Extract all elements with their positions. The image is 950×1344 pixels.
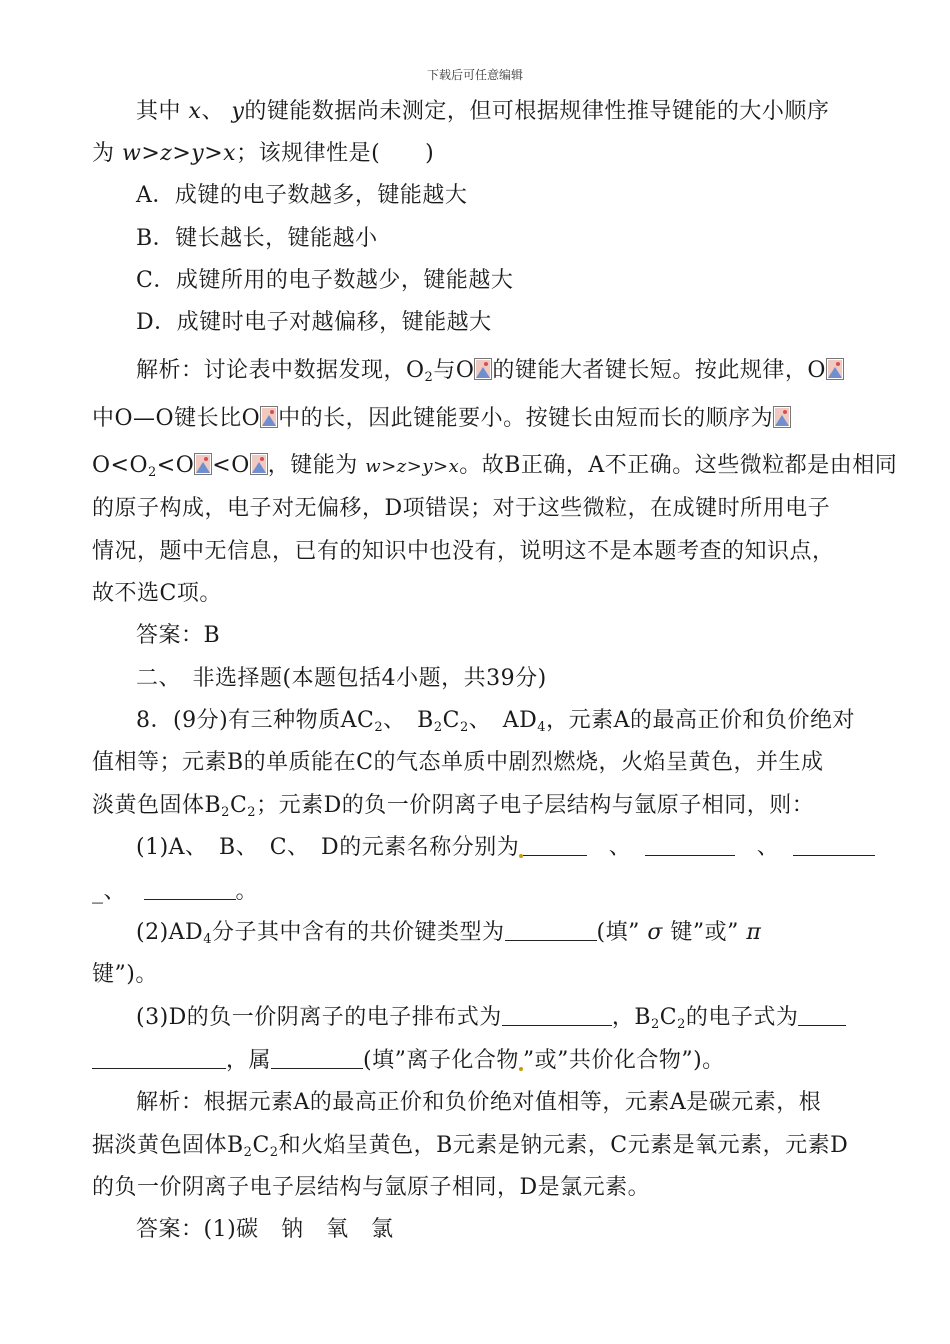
text: 据淡黄色固体B [92,1133,244,1158]
text: ，属 [226,1048,272,1073]
text: ；该规律性是( ) [236,141,435,166]
text: (填”离子化合物 [363,1048,519,1073]
broken-image-icon [194,453,212,475]
var-x: x [188,99,202,124]
text: 键”或” [670,920,739,945]
q7-line-2 [92,139,434,169]
text: 其中 [136,99,182,124]
var-y: y [231,99,245,124]
text: 与O [433,358,475,383]
sigma-symbol: σ [647,920,663,945]
analysis1-line-1 [136,356,844,386]
subscript: 2 [374,720,384,735]
text: 。 [235,879,259,904]
q8-part-3-cont [92,1046,725,1076]
analysis2-line-3: 的负一价阴离子电子层结构与氩原子相同，D是氯元素。 [92,1175,651,1200]
text: _、 [92,879,127,904]
answer-1: 答案：B [136,623,221,648]
subscript: 2 [269,1145,279,1160]
text: C [659,1005,678,1030]
answer-blank-electron-formula[interactable] [798,1003,846,1026]
subscript: 2 [424,370,434,385]
answer-blank-electron-formula-cont[interactable] [92,1046,226,1069]
analysis1-line-2 [92,404,791,434]
subscript: 2 [221,805,230,820]
answer-blank-c[interactable] [793,833,875,856]
subscript: 4 [203,932,212,947]
order-formula: w>z>y>x [122,141,237,166]
text: 的电子式为 [685,1005,799,1030]
text: (2)AD [136,920,204,945]
text: 的键能大者键长短。按此规律，O [492,358,826,383]
q8-part-3 [136,1003,846,1033]
text: <O [212,453,250,478]
text: ，元素A的最高正价和负价绝对 [546,708,855,733]
q8-part-1 [136,833,875,863]
q7-line-1 [136,97,829,127]
q8-part-2 [136,918,761,948]
text: 中的长，因此键能要小。按键长由短而长的顺序为 [278,406,774,431]
text: C [442,708,460,733]
q8-line-3 [92,791,814,821]
broken-image-icon [260,406,278,428]
text: (填” [596,920,640,945]
analysis2-line-2 [92,1131,848,1161]
text: <O [156,453,195,478]
text: 为 [92,141,115,166]
text: C [252,1133,270,1158]
analysis1-line-3 [92,451,897,482]
subscript: 4 [537,720,547,735]
text: 的键能数据尚未测定，但可根据规律性推导键能的大小顺序 [244,99,830,124]
answer-blank-a[interactable] [523,833,587,856]
subscript: 2 [433,720,443,735]
answer-blank-b[interactable] [645,833,735,856]
text: ，B [611,1005,651,1030]
subscript: 2 [247,805,257,820]
analysis1-line-6: 故不选C项。 [92,581,222,606]
text: ，键能为 [267,453,358,478]
text: 8．(9分)有三种物质AC [136,708,375,733]
text: O<O [92,453,149,478]
answer-blank-config[interactable] [502,1003,612,1026]
broken-image-icon [250,453,268,475]
text: 、 [756,835,780,860]
text: 、 [201,99,224,124]
pi-symbol: π [746,920,762,945]
option-b: B．键长越长，键能越小 [136,226,378,251]
page-header: 下载后可任意编辑 [426,68,523,82]
option-a: A．成键的电子数越多，键能越大 [136,183,468,208]
q8-part-2-cont: 键”)。 [92,962,158,987]
text: 、 B [383,708,434,733]
text: (3)D的负一价阴离子的电子排布式为 [136,1005,502,1030]
text: 分子其中含有的共价键类型为 [211,920,505,945]
text: 、 [608,835,632,860]
text: 淡黄色固体B [92,793,222,818]
text: C [229,793,248,818]
text: 中O—O键长比O [92,406,261,431]
broken-image-icon [773,406,791,428]
answer-blank-compound-type[interactable] [271,1046,363,1069]
text: (1)A、 B、 C、 D的元素名称分别为 [136,835,520,860]
text: 。故B正确，A不正确。这些微粒都是由相同 [459,453,898,478]
subscript: 2 [677,1017,686,1032]
broken-image-icon [474,358,492,380]
analysis2-line-1: 解析：根据元素A的最高正价和负价绝对值相等，元素A是碳元素，根 [136,1090,822,1115]
option-d: D．成键时电子对越偏移，键能越大 [136,310,492,335]
option-c: C．成键所用的电子数越少，键能越大 [136,268,514,293]
q8-line-1 [136,706,855,736]
analysis1-line-5: 情况，题中无信息，已有的知识中也没有，说明这不是本题考查的知识点， [92,539,835,564]
answer-blank-bond-type[interactable] [505,918,597,941]
text: 解析：讨论表中数据发现，O [136,358,425,383]
subscript: 2 [148,465,157,480]
answer-blank-d[interactable] [144,877,236,900]
text: 和火焰呈黄色，B元素是钠元素，C元素是氧元素，元素D [278,1133,849,1158]
answer-2: 答案：(1)碳 钠 氧 氯 [136,1217,394,1242]
text: ”或”共价化合物”)。 [522,1048,725,1073]
section-2-heading: 二、 非选择题(本题包括4小题，共39分) [136,666,547,691]
subscript: 2 [650,1017,660,1032]
subscript: 2 [243,1145,253,1160]
order-formula: w>z>y>x [365,456,460,477]
q8-part-1-cont [92,877,258,907]
q8-line-2: 值相等；元素B的单质能在C的气态单质中剧烈燃烧，火焰呈黄色，并生成 [92,750,824,775]
subscript: 2 [459,720,469,735]
text: 、 AD [468,708,538,733]
text: ；元素D的负一价阴离子电子层结构与氩原子相同，则： [256,793,815,818]
broken-image-icon [826,358,844,380]
analysis1-line-4: 的原子构成，电子对无偏移，D项错误；对于这些微粒，在成键时所用电子 [92,496,831,521]
